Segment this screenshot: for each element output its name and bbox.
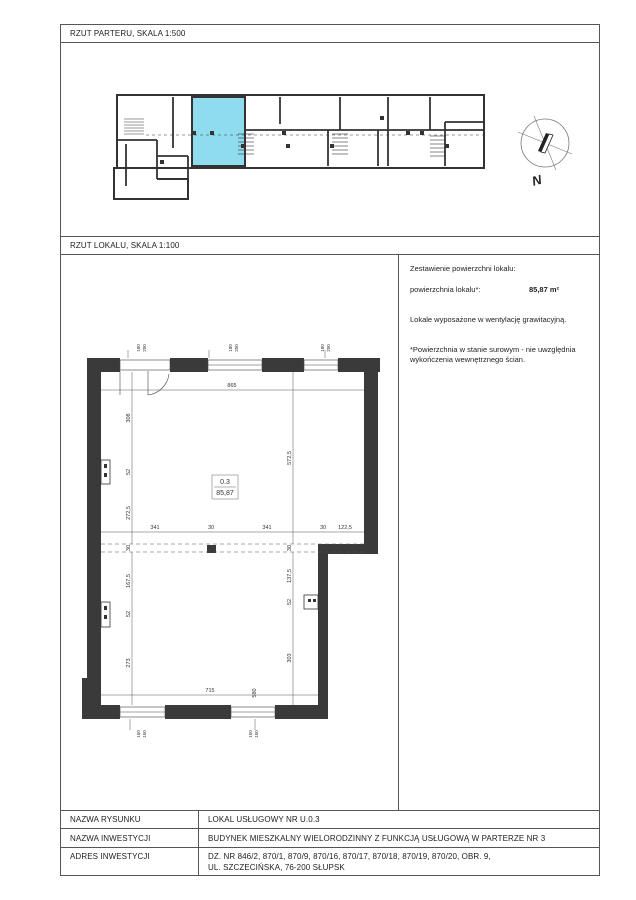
section2-divider: [60, 254, 600, 255]
titleblock-value-drawing: LOKAL USŁUGOWY NR U.0.3: [208, 815, 320, 824]
keyplan-annex: [114, 168, 188, 199]
section1-divider: [60, 42, 600, 43]
unit-floor-plan: [80, 338, 390, 750]
dim-mid-341-b: 341: [262, 525, 272, 531]
windows: [120, 360, 338, 717]
dim-mid-1225: 122,5: [338, 525, 352, 531]
dim-win-top-3-b: 200: [326, 344, 331, 352]
dim-win-top-1-a: 180: [136, 344, 141, 352]
titleblock-label-drawing: NAZWA RYSUNKU: [70, 815, 141, 824]
dim-mid-303: 303: [287, 653, 293, 663]
dim-win-bot-1-a: 150: [136, 730, 141, 738]
titleblock-value-investment: BUDYNEK MIESZKALNY WIELORODZINNY Z FUNKCJĄ USŁUGOWĄ W PARTERZE NR 3: [208, 834, 546, 843]
titleblock-row2: [60, 828, 600, 829]
dim-mid-1375: 137,5: [287, 569, 293, 583]
section1-bottom-divider: [60, 236, 600, 237]
ground-floor-keyplan: [100, 86, 500, 216]
dim-win-top-2-b: 200: [234, 344, 239, 352]
dim-win-top-3-a: 180: [320, 344, 325, 352]
titleblock-value-address-line2: UL. SZCZECIŃSKA, 76-200 SŁUPSK: [208, 863, 345, 872]
summary-area-value: 85,87 m²: [529, 285, 560, 294]
dim-left-273: 273: [126, 658, 132, 668]
dim-mid-30-b: 30: [319, 525, 327, 531]
dim-left-52-b: 52: [126, 610, 132, 618]
summary-col-divider: [398, 254, 399, 810]
dim-mid-5725: 572,5: [287, 451, 293, 465]
dim-mid-341-a: 341: [150, 525, 160, 531]
summary-area-label: powierzchnia lokalu*:: [410, 285, 481, 294]
titleblock-label-address: ADRES INWESTYCJI: [70, 852, 150, 861]
titleblock-label-investment: NAZWA INWESTYCJI: [70, 834, 151, 843]
footnote-line1: *Powierzchnia w stanie surowym - nie uwzględnia: [410, 345, 576, 354]
dim-left-1675: 167,5: [126, 574, 132, 588]
dim-mid-52: 52: [287, 598, 293, 606]
room-area: 85,87: [216, 490, 234, 497]
dim-win-top-1-b: 200: [142, 344, 147, 352]
dim-bottom-width: 715: [205, 688, 215, 694]
keyplan-outline: [117, 95, 484, 168]
dim-top-width: 865: [227, 383, 237, 389]
highlighted-unit-u03: [192, 97, 245, 166]
dim-left-30: 30: [126, 544, 132, 552]
dim-win-bot-2-b: 150: [254, 730, 259, 738]
north-arrow-icon: [512, 110, 582, 190]
dim-win-top-2-a: 180: [228, 344, 233, 352]
section2-title: RZUT LOKALU, SKALA 1:100: [70, 241, 180, 250]
footnote-line2: wykończenia wewnętrznego ścian.: [410, 355, 526, 364]
dim-left-2725: 272,5: [126, 506, 132, 520]
titleblock-top: [60, 810, 600, 811]
dim-left-52-a: 52: [126, 468, 132, 476]
dim-mid-30-a: 30: [207, 525, 215, 531]
ventilation-note: Lokale wyposażone w wentylację grawitacyjną.: [410, 315, 567, 324]
dim-left-308: 308: [126, 413, 132, 423]
room-number: 0.3: [220, 479, 230, 486]
titleblock-value-address-line1: DZ. NR 846/2, 870/1, 870/9, 870/16, 870/17, 870/18, 870/19, 870/20, OBR. 9,: [208, 852, 491, 861]
north-label: N: [530, 171, 544, 189]
titleblock-row3: [60, 847, 600, 848]
ventilation-shafts: [101, 460, 318, 627]
titleblock-col-divider: [198, 810, 199, 876]
dim-mid-30-v: 30: [287, 544, 293, 552]
section1-title: RZUT PARTERU, SKALA 1:500: [70, 29, 186, 38]
dim-win-bot-1-b: 150: [142, 730, 147, 738]
dim-win-bot-2-a: 150: [248, 730, 253, 738]
summary-heading: Zestawienie powierzchni lokalu:: [410, 264, 516, 273]
dim-door-bot: 580: [252, 688, 258, 698]
